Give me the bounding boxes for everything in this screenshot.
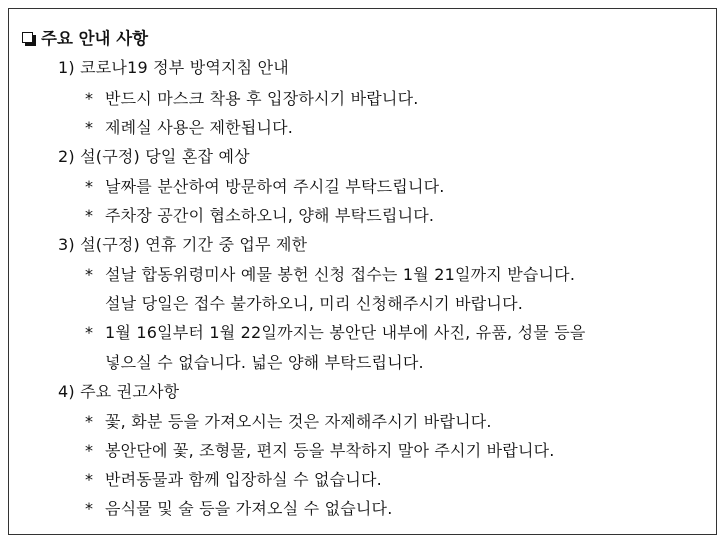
section-title: 1) 코로나19 정부 방역지침 안내 xyxy=(58,58,289,77)
notice-heading xyxy=(22,25,148,49)
list-item: * 주차장 공간이 협소하오니, 양해 부탁드립니다. xyxy=(85,206,435,225)
list-item-continuation: 넣으실 수 없습니다. 넓은 양해 부탁드립니다. xyxy=(105,353,424,372)
list-item: * 봉안단에 꽃, 조형물, 편지 등을 부착하지 말아 주시기 바랍니다. xyxy=(85,441,555,460)
section-title: 4) 주요 권고사항 xyxy=(58,382,180,401)
list-item: * 1월 16일부터 1월 22일까지는 봉안단 내부에 사진, 유품, 성물 등을 xyxy=(85,323,586,342)
list-item: * 설날 합동위령미사 예물 봉헌 신청 접수는 1월 21일까지 받습니다. xyxy=(85,265,576,284)
list-item: * 반려동물과 함께 입장하실 수 없습니다. xyxy=(85,470,382,489)
list-item-continuation: 설날 당일은 접수 불가하오니, 미리 신청해주시기 바랍니다. xyxy=(105,294,524,313)
list-item: * 반드시 마스크 착용 후 입장하시기 바랍니다. xyxy=(85,89,419,108)
section-title: 2) 설(구정) 당일 혼잡 예상 xyxy=(58,147,250,166)
list-item: * 꽃, 화분 등을 가져오시는 것은 자제해주시기 바랍니다. xyxy=(85,412,492,431)
section-title: 3) 설(구정) 연휴 기간 중 업무 제한 xyxy=(58,235,308,254)
list-item: * 음식물 및 술 등을 가져오실 수 없습니다. xyxy=(85,499,393,518)
list-item: * 제례실 사용은 제한됩니다. xyxy=(85,118,294,137)
checkbox-icon xyxy=(22,32,33,43)
list-item: * 날짜를 분산하여 방문하여 주시길 부탁드립니다. xyxy=(85,177,445,196)
notice-heading-text: 주요 안내 사항 xyxy=(41,29,149,48)
